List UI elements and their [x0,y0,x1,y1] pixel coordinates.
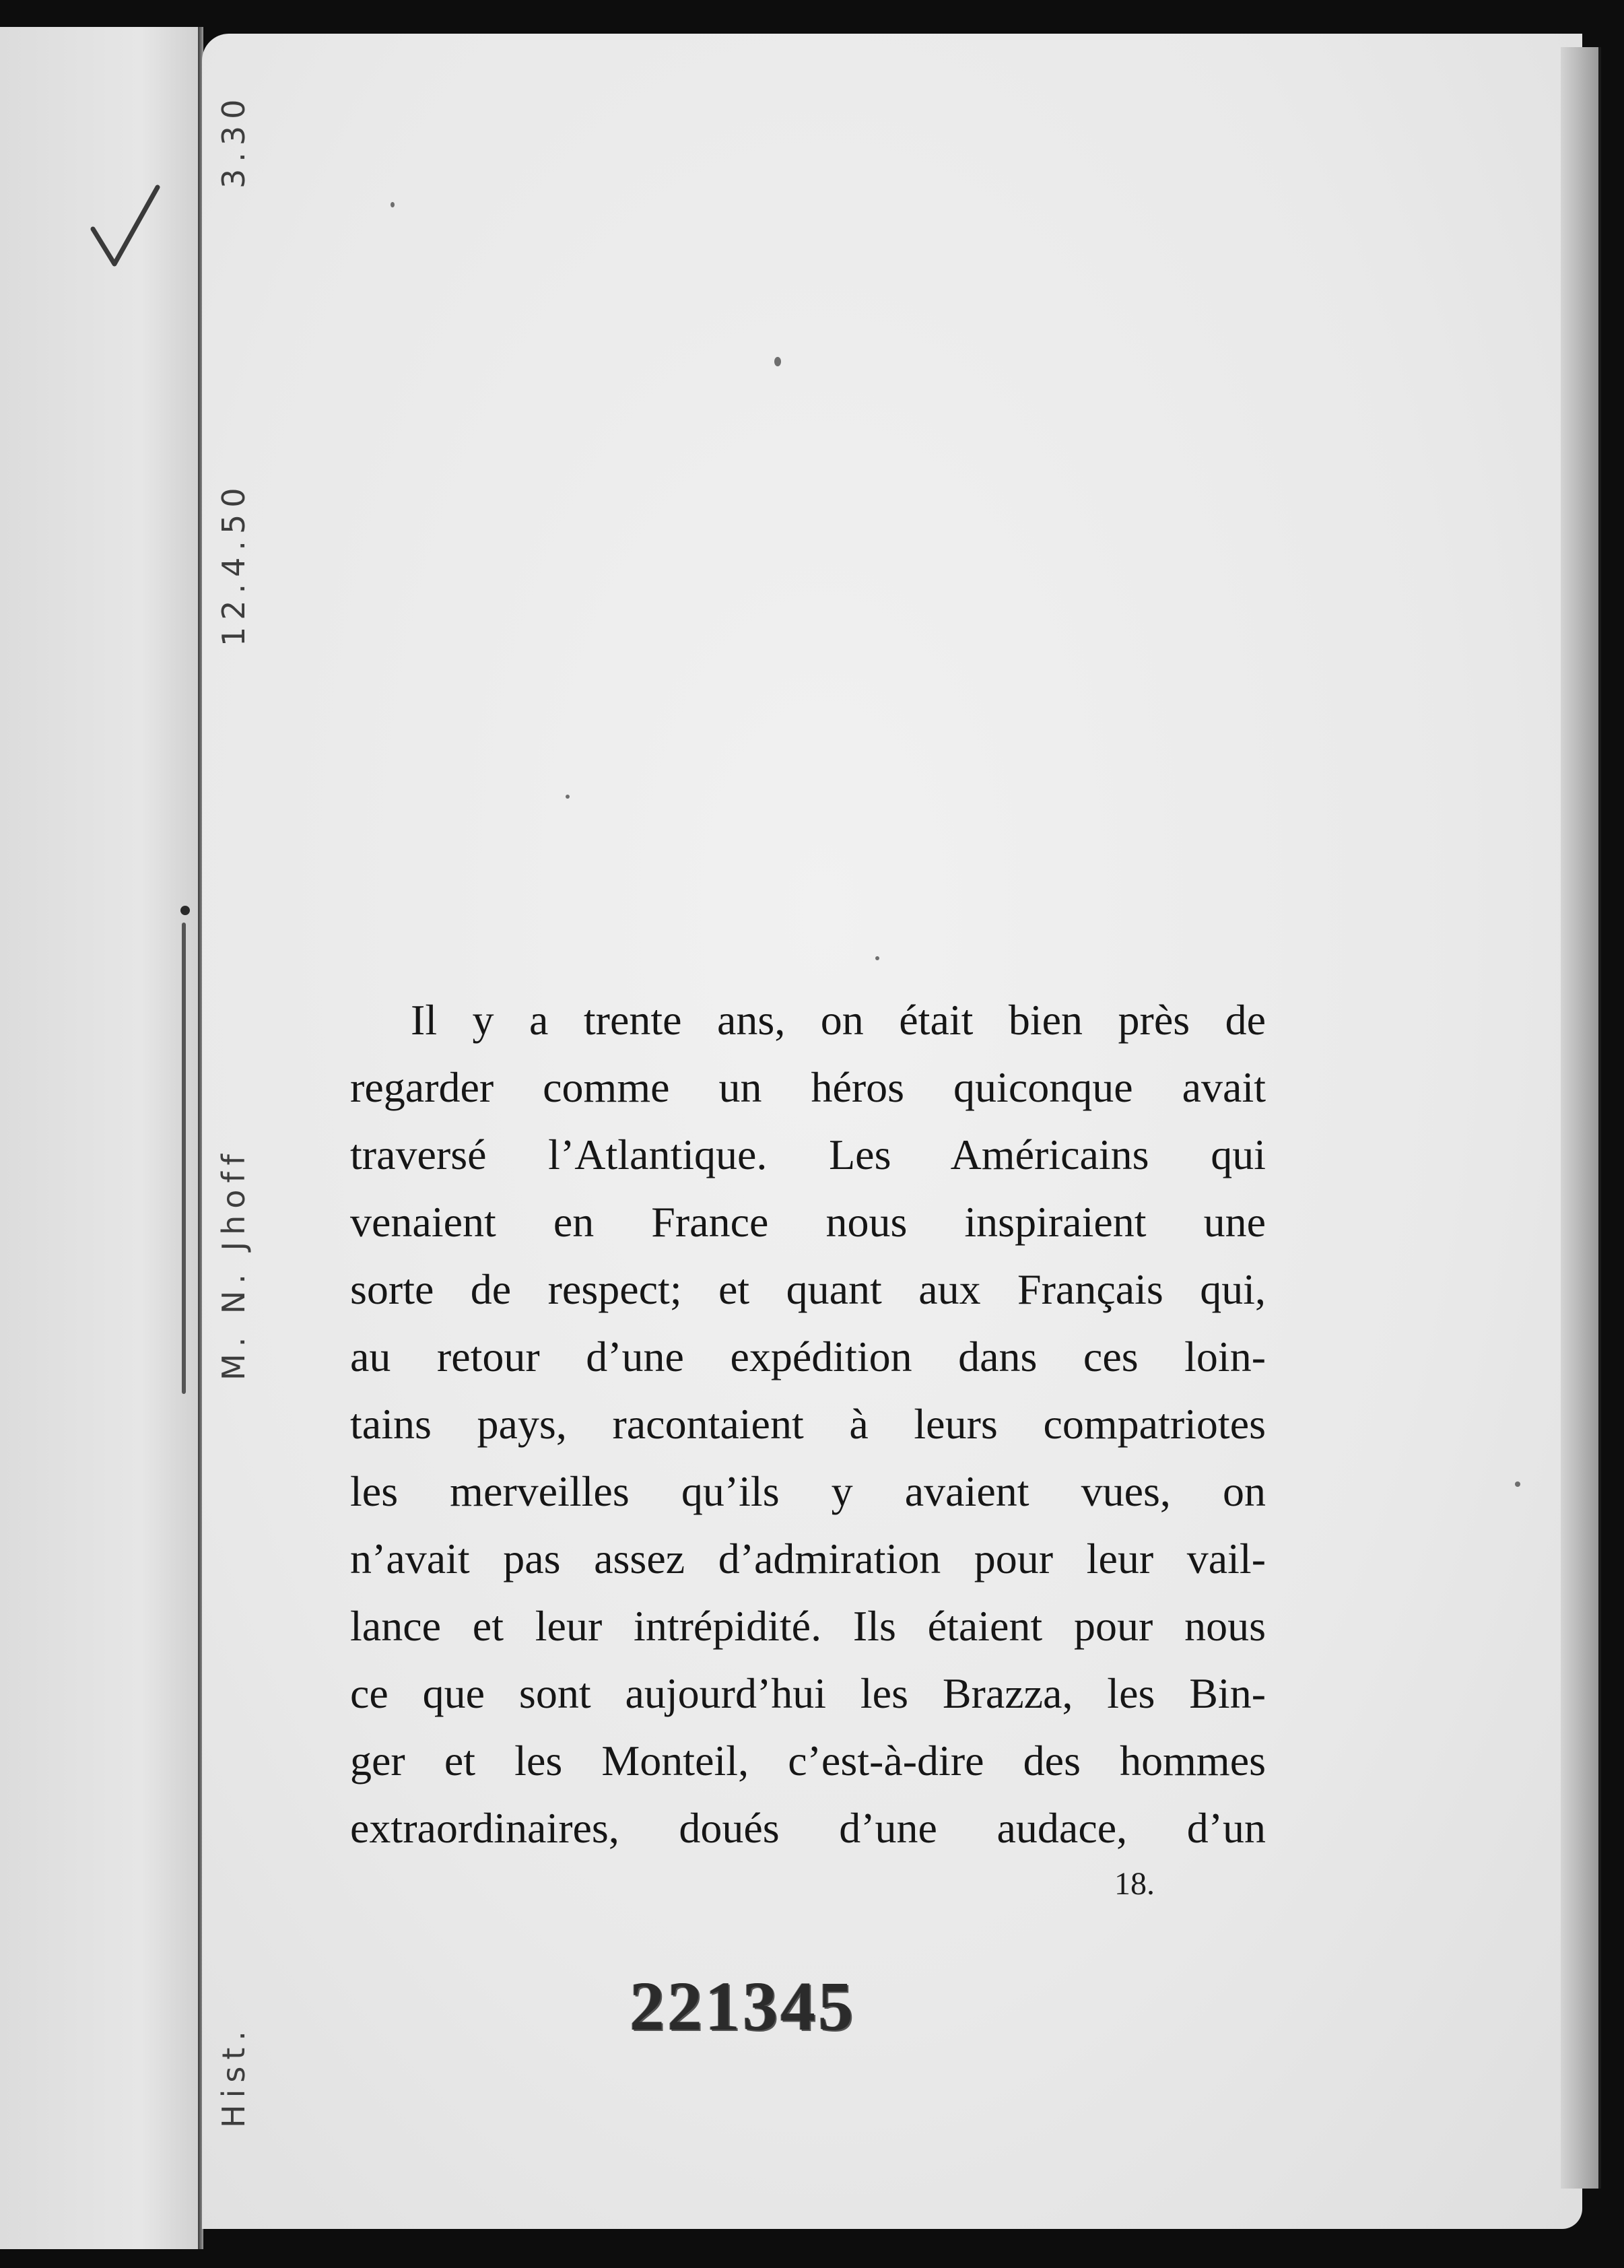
text-line: n’avait pas assez d’admiration pour leur vail- [350,1535,1266,1582]
body-paragraph [350,987,1266,1862]
inventory-stamp-number: 221345 [630,1968,856,2045]
scan-speck [875,956,879,960]
text-line: ger et les Monteil, c’est-à-dire des hommes [350,1737,1266,1785]
scan-speck [1515,1481,1520,1487]
text-line: venaient en France nous inspiraient une [350,1198,1266,1246]
text-line: sorte de respect; et quant aux Français qui, [350,1265,1266,1313]
page-number: 18. [1114,1866,1155,1902]
pencil-margin-line [182,923,186,1394]
pencil-note-bottom: Hist. [215,2024,252,2128]
text-line: ce que sont aujourd’hui les Brazza, les Bin- [350,1669,1266,1717]
pencil-check-mark [88,182,162,269]
text-line: Il y a trente ans, on était bien près de [411,996,1266,1044]
text-line: au retour d’une expédition dans ces loin- [350,1333,1266,1380]
text-line: les merveilles qu’ils y avaient vues, on [350,1467,1266,1515]
facing-page-edge [0,27,202,2249]
text-line: extraordinaires, doués d’une audace, d’un [350,1804,1266,1852]
page-stack-edge [1561,47,1601,2189]
text-line: traversé l’Atlantique. Les Américains qui [350,1131,1266,1178]
scan-speck [391,202,395,207]
pencil-note-middle: 12.4.50 [215,481,252,646]
text-line: tains pays, racontaient à leurs compatriotes [350,1400,1266,1448]
pencil-note-author: M. N. Jhoff [215,1147,252,1380]
pencil-note-top: 3.30 [215,92,252,189]
text-line: regarder comme un héros quiconque avait [350,1063,1266,1111]
scan-speck [774,357,781,366]
scan-speck [566,795,570,799]
pencil-dot [180,906,190,915]
text-line: lance et leur intrépidité. Ils étaient pour nous [350,1602,1266,1650]
